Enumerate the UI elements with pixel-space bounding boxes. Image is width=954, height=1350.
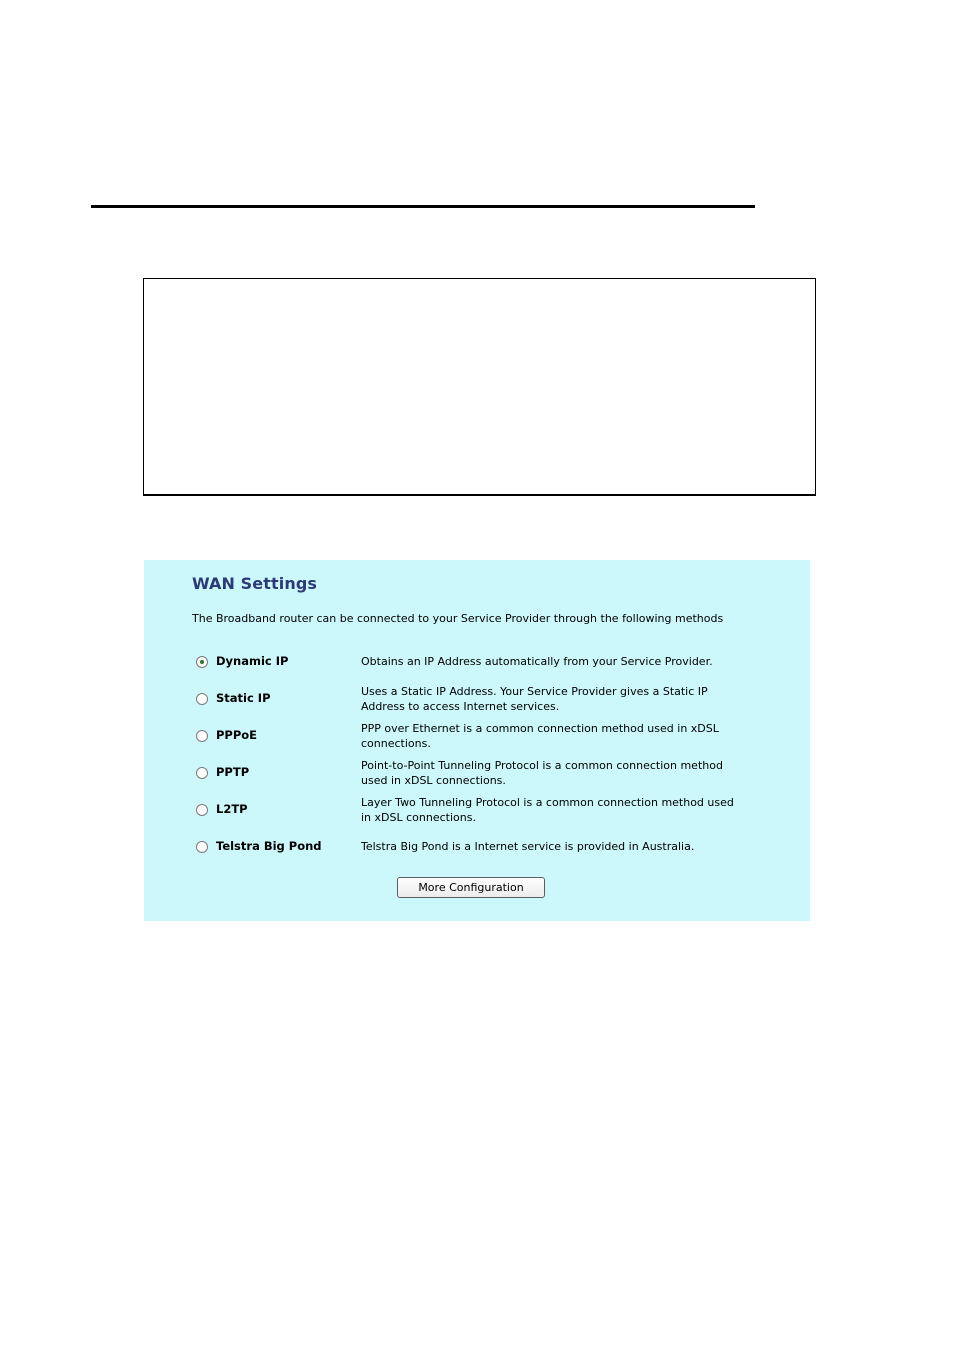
panel-title: WAN Settings (192, 574, 317, 593)
option-row-telstra-big-pond (196, 837, 756, 869)
option-row-pppoe (196, 722, 756, 758)
more-configuration-button[interactable]: More Configuration (397, 877, 545, 898)
radio-telstra-big-pond[interactable] (196, 841, 208, 853)
option-description-pptp: Point-to-Point Tunneling Protocol is a common connection method used in xDSL connections. (361, 759, 723, 787)
option-label-dynamic-ip[interactable]: Dynamic IP (216, 654, 289, 668)
radio-pppoe[interactable] (196, 730, 208, 742)
option-description-static-ip: Uses a Static IP Address. Your Service Provider gives a Static IP Address to access Internet services. (361, 685, 708, 713)
option-label-pppoe[interactable]: PPPoE (216, 728, 258, 742)
option-label-telstra-big-pond[interactable]: Telstra Big Pond (216, 839, 322, 853)
option-row-l2tp (196, 796, 756, 832)
option-label-pptp[interactable]: PPTP (216, 765, 250, 779)
option-row-static-ip (196, 685, 756, 721)
horizontal-rule (91, 205, 755, 208)
option-label-static-ip[interactable]: Static IP (216, 691, 271, 705)
radio-static-ip[interactable] (196, 693, 208, 705)
option-description-dynamic-ip: Obtains an IP Address automatically from your Service Provider. (361, 655, 713, 668)
panel-intro-text: The Broadband router can be connected to your Service Provider through the following methods (192, 612, 724, 625)
radio-pptp[interactable] (196, 767, 208, 779)
radio-selected-dot (200, 660, 204, 664)
radio-l2tp[interactable] (196, 804, 208, 816)
option-description-pppoe: PPP over Ethernet is a common connection method used in xDSL connections. (361, 722, 719, 750)
option-description-l2tp: Layer Two Tunneling Protocol is a common connection method used in xDSL connections. (361, 796, 734, 824)
option-description-telstra-big-pond: Telstra Big Pond is a Internet service is provided in Australia. (361, 840, 695, 853)
option-row-pptp (196, 759, 756, 795)
wan-settings-panel (144, 560, 810, 921)
option-row-dynamic-ip (196, 652, 756, 684)
option-label-l2tp[interactable]: L2TP (216, 802, 248, 816)
radio-dynamic-ip[interactable] (196, 656, 208, 668)
empty-bordered-box (143, 278, 816, 496)
